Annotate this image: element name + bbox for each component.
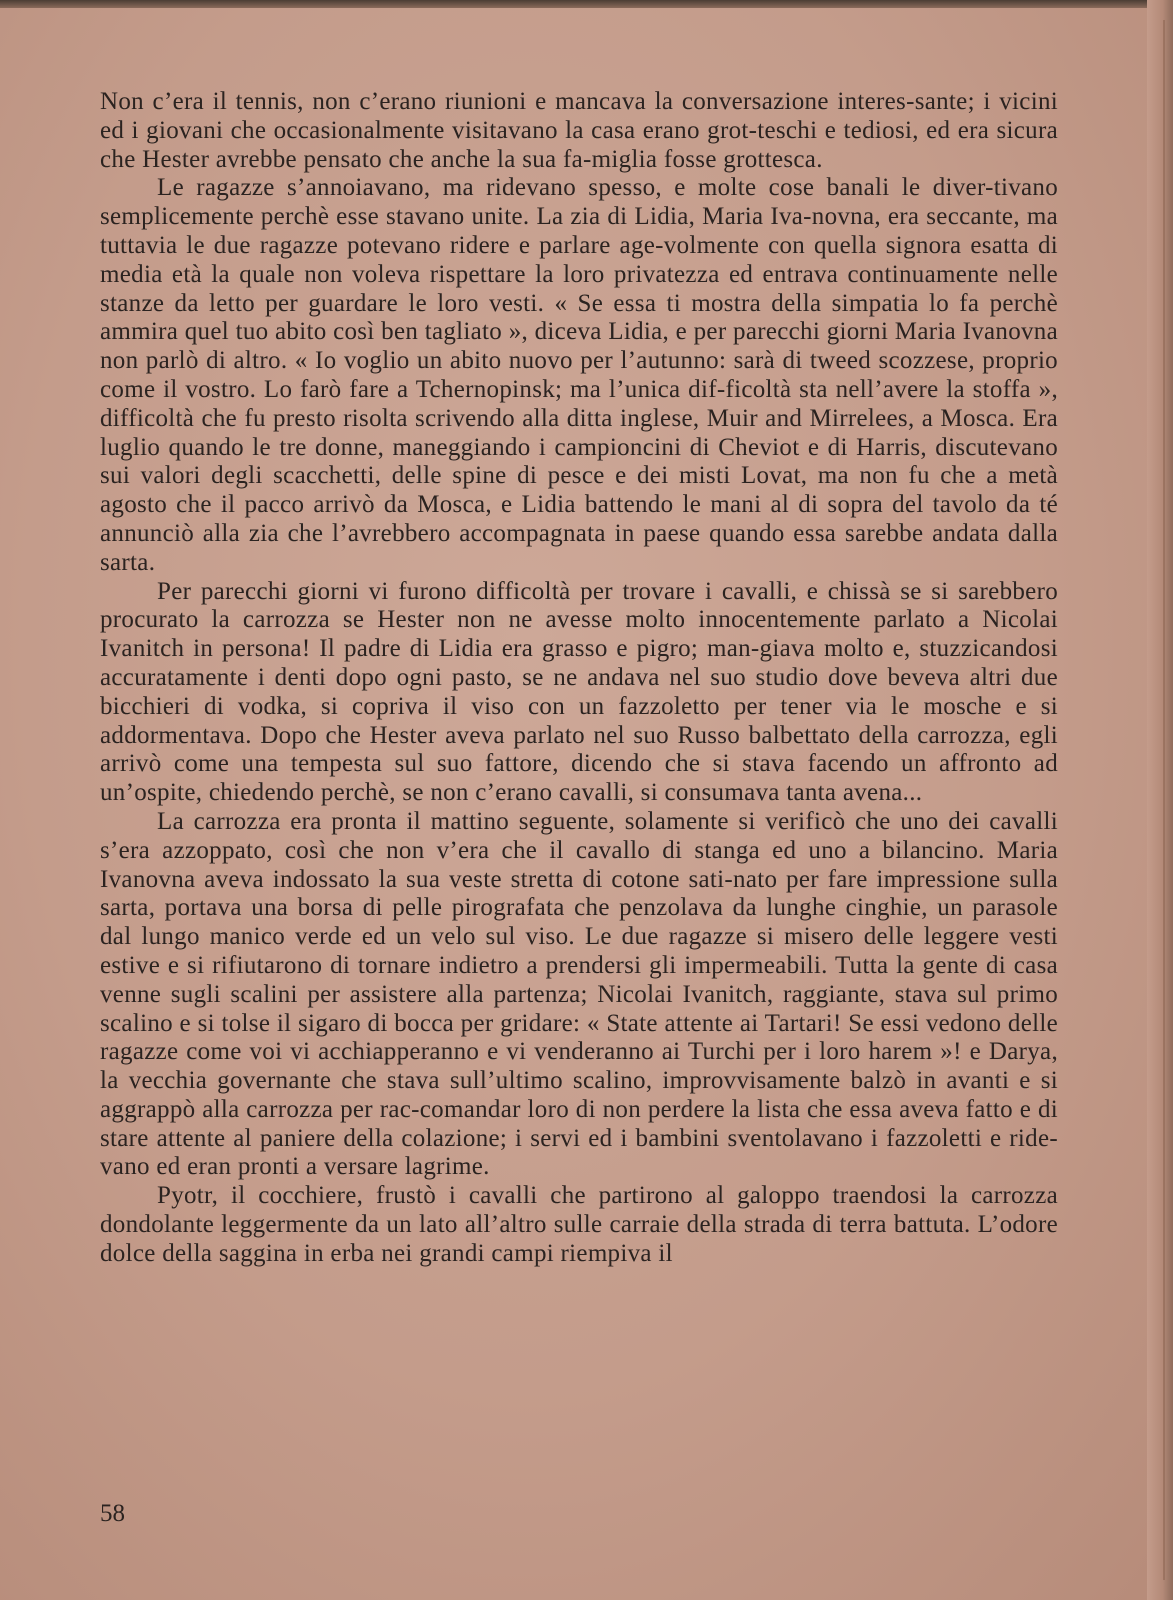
paragraph-3: Per parecchi giorni vi furono difficoltà per trovare i cavalli, e chissà se si sarebbero procurato la carrozza se Hester non ne avesse molto innocentemente parlato a Nicolai Ivanitch in persona! Il padre di Lidia era grasso e pigro; man-giava molto e, stuzzicandosi accuratamente i denti dopo ogni pasto, se ne andava nel suo studio dove beveva altri due bicchieri di vodka, si copriva il viso con un fazzoletto per tener via le mosche e si addormentava. Dopo che Hester aveva parlato nel suo Russo balbettato della carrozza, egli arrivò come una tempesta sul suo fattore, dicendo che si stava facendo un affronto ad un’ospite, chiedendo perchè, se non c’erano cavalli, si consumava tanta avena... xyxy=(100,577,1058,807)
page-number: 58 xyxy=(100,1500,125,1527)
body-text xyxy=(100,88,1058,1269)
paragraph-4: La carrozza era pronta il mattino seguente, solamente si verificò che uno dei cavalli s’era azzoppato, così che non v’era che il cavallo di stanga ed uno a bilancino. Maria Ivanovna aveva indossato la sua veste stretta di cotone sati-nato per fare impressione sulla sarta, portava una borsa di pelle pirografata che penzolava da lunghe cinghie, un parasole dal lungo manico verde ed un velo sul viso. Le due ragazze si misero delle leggere vesti estive e si rifiutarono di tornare indietro a prendersi gli impermeabili. Tutta la gente di casa venne sugli scalini per assistere alla partenza; Nicolai Ivanitch, raggiante, stava sul primo scalino e si tolse il sigaro di bocca per gridare: « State attente ai Tartari! Se essi vedono delle ragazze come voi vi acchiapperanno e vi venderanno ai Turchi per i loro harem »! e Darya, la vecchia governante che stava sull’ultimo scalino, improvvisamente balzò in avanti e si aggrappò alla carrozza per rac-comandar loro di non perdere la lista che essa aveva fatto e di stare attente al paniere della colazione; i servi ed i bambini sventolavano i fazzoletti e ride-vano ed eran pronti a versare lagrime. xyxy=(100,807,1058,1181)
paragraph-5: Pyotr, il cocchiere, frustò i cavalli che partirono al galoppo traendosi la carrozza dondolante leggermente da un lato all’altro sulle carraie della strada di terra battuta. L’odore dolce della saggina in erba nei grandi campi riempiva il xyxy=(100,1182,1058,1267)
paragraph-2: Le ragazze s’annoiavano, ma ridevano spesso, e molte cose banali le diver-tivano semplicemente perchè esse stavano unite. La zia di Lidia, Maria Iva-novna, era seccante, ma tuttavia le due ragazze potevano ridere e parlare age-volmente con quella signora esatta di media età la quale non voleva rispettare la loro privatezza ed entrava continuamente nelle stanze da letto per guardare le loro vesti. « Se essa ti mostra della simpatia lo fa perchè ammira quel tuo abito così ben tagliato », diceva Lidia, e per parecchi giorni Maria Ivanovna non parlò di altro. « Io voglio un abito nuovo per l’autunno: sarà di tweed scozzese, proprio come il vostro. Lo farò fare a Tchernopinsk; ma l’unica dif-ficoltà sta nell’avere la stoffa », difficoltà che fu presto risolta scrivendo alla ditta inglese, Muir and Mirrelees, a Mosca. Era luglio quando le tre donne, maneggiando i campioncini di Cheviot e di Harris, discutevano sui valori degli scacchetti, delle spine di pesce e dei misti Lovat, ma non fu che a metà agosto che il pacco arrivò da Mosca, e Lidia battendo le mani al di sopra del tavolo da té annunciò alla zia che l’avrebbero accompagnata in paese quando essa sarebbe andata dalla sarta. xyxy=(100,174,1058,576)
page-binding-edge xyxy=(1147,0,1173,1600)
paragraph-1: Non c’era il tennis, non c’erano riunioni e mancava la conversazione interes-sante; i vicini ed i giovani che occasionalmente visitavano la casa erano grot-teschi e tediosi, ed era sicura che Hester avrebbe pensato che anche la sua fa-miglia fosse grottesca. xyxy=(100,88,1058,173)
page-top-edge xyxy=(0,0,1173,8)
